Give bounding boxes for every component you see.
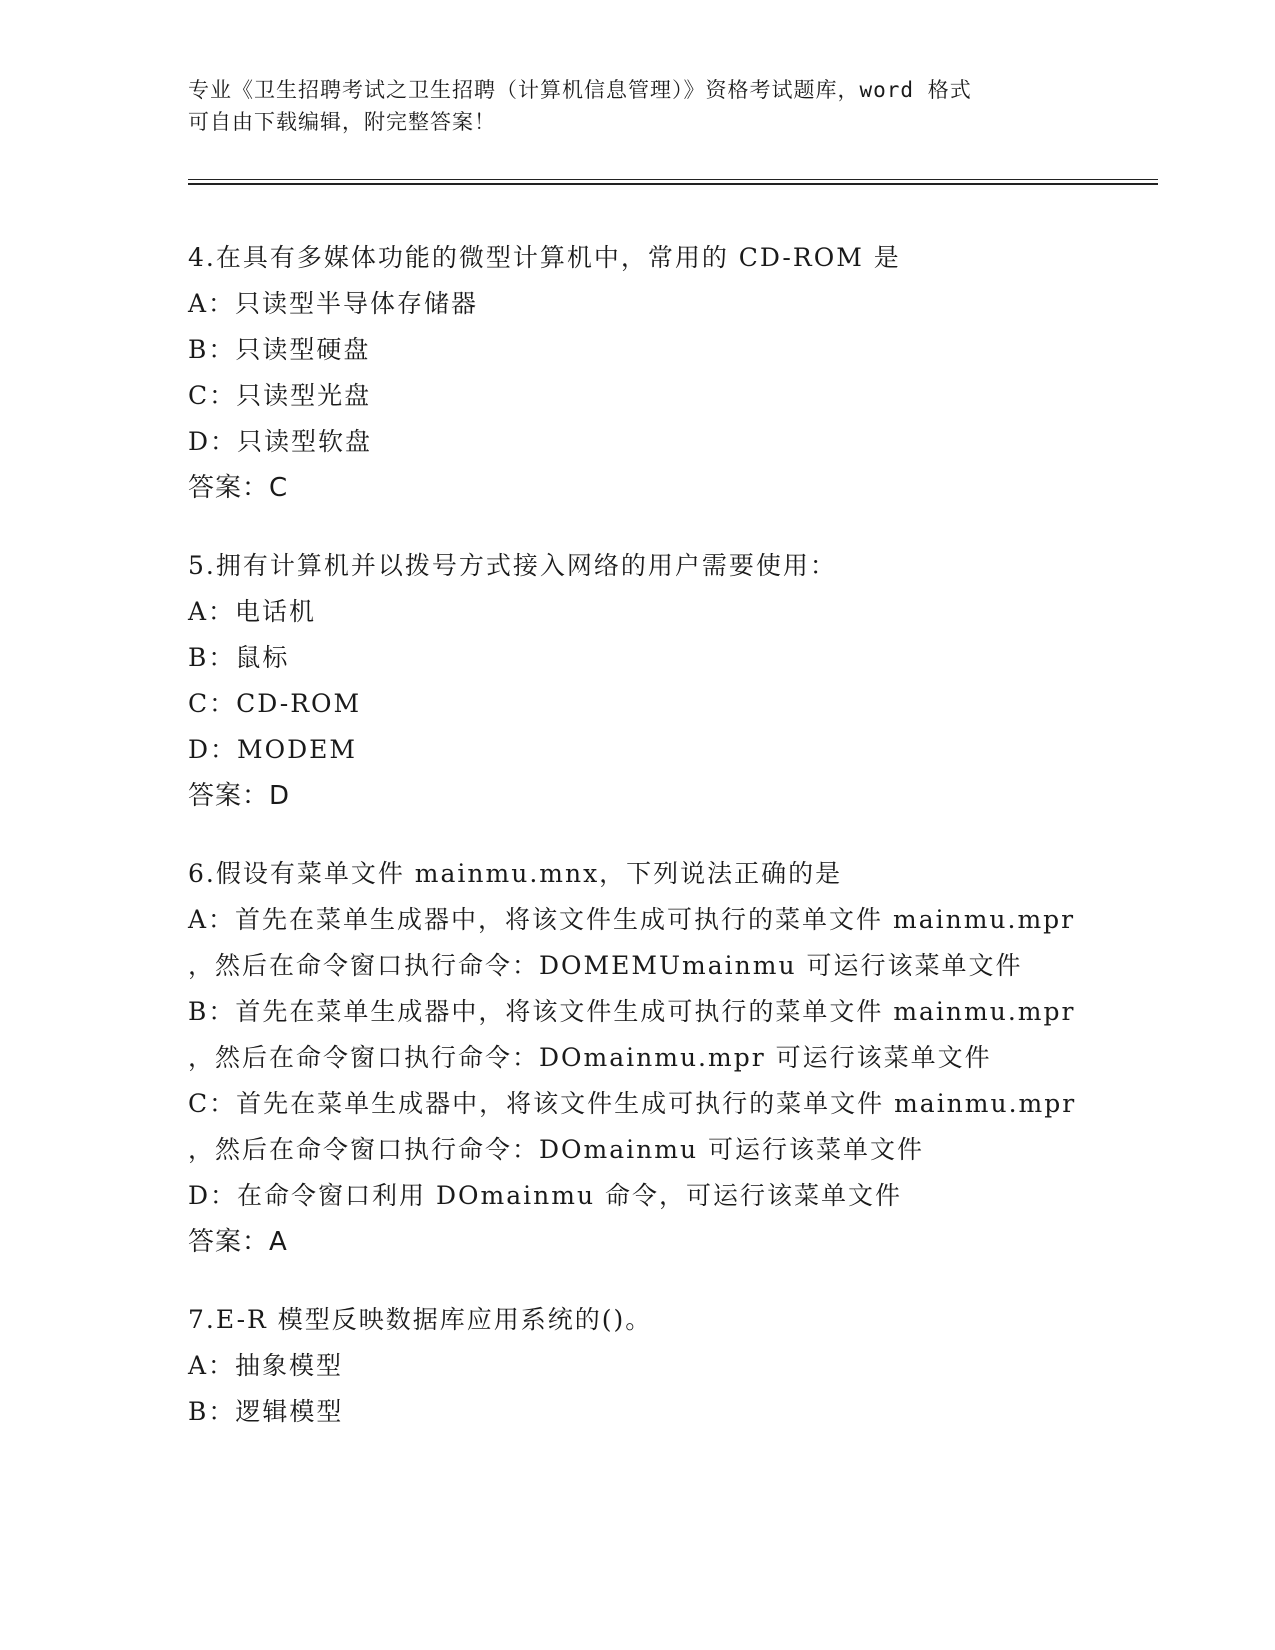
question-text: 7.E-R 模型反映数据库应用系统的()。 [188,1305,653,1334]
option-text: D：只读型软盘 [188,427,373,456]
document-header [188,74,1088,138]
option-text: C：只读型光盘 [188,381,372,410]
option-text: A：电话机 [188,597,317,626]
option-text: B：首先在菜单生成器中，将该文件生成可执行的菜单文件 mainmu.mpr [188,997,1076,1026]
question-text: 6.假设有菜单文件 mainmu.mnx，下列说法正确的是 [188,859,843,888]
question-text: 5.拥有计算机并以拨号方式接入网络的用户需要使用： [188,551,837,580]
option-text: ，然后在命令窗口执行命令：DOmainmu.mpr 可运行该菜单文件 [188,1043,992,1072]
answer-text: 答案：D [188,781,291,811]
header-line-1: 专业《卫生招聘考试之卫生招聘（计算机信息管理）》资格考试题库，word 格式 [188,78,972,102]
header-divider [188,179,1158,180]
option-text: ，然后在命令窗口执行命令：DOMEMUmainmu 可运行该菜单文件 [188,951,1023,980]
question-block [188,235,1168,511]
question-list [188,235,1168,1467]
option-text: C：首先在菜单生成器中，将该文件生成可执行的菜单文件 mainmu.mpr [188,1089,1077,1118]
header-divider-double [188,183,1158,185]
option-text: B：鼠标 [188,643,290,672]
answer-text: 答案：A [188,1227,288,1257]
question-block [188,1297,1168,1435]
option-text: B：只读型硬盘 [188,335,371,364]
option-text: ，然后在命令窗口执行命令：DOmainmu 可运行该菜单文件 [188,1135,925,1164]
question-block [188,543,1168,819]
question-block [188,851,1168,1265]
option-text: D：MODEM [188,735,358,764]
option-text: B：逻辑模型 [188,1397,344,1426]
option-text: A：只读型半导体存储器 [188,289,479,318]
question-text: 4.在具有多媒体功能的微型计算机中，常用的 CD-ROM 是 [188,243,901,272]
header-line-2: 可自由下载编辑，附完整答案！ [188,110,496,134]
option-text: D：在命令窗口利用 DOmainmu 命令，可运行该菜单文件 [188,1181,902,1210]
option-text: A：抽象模型 [188,1351,344,1380]
answer-text: 答案：C [188,473,289,503]
option-text: C：CD-ROM [188,689,362,718]
option-text: A：首先在菜单生成器中，将该文件生成可执行的菜单文件 mainmu.mpr [188,905,1076,934]
